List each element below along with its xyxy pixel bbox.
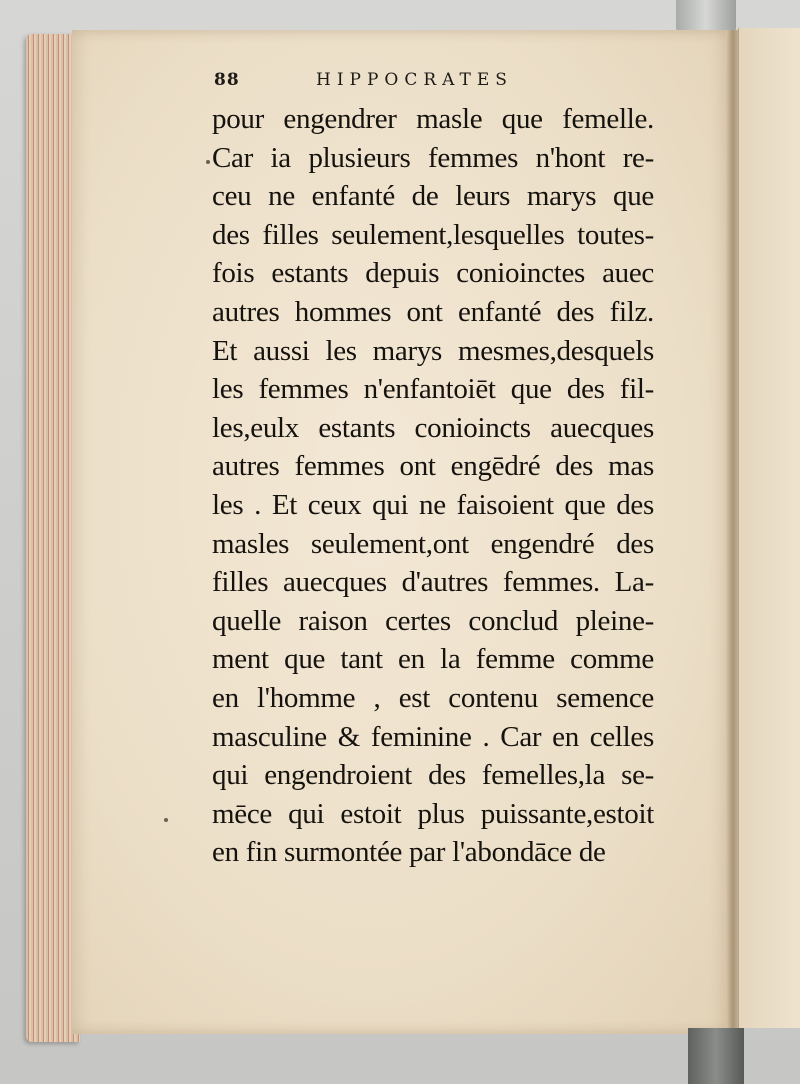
text-line: quelle raison certes conclud pleine- xyxy=(212,604,654,637)
text-line: les femmes n'enfantoiēt que des fil- xyxy=(212,373,654,406)
text-line: filles auecques d'autres femmes. La- xyxy=(212,566,654,599)
text-line: ment que tant en la femme comme xyxy=(212,643,654,676)
text-line: pour engendrer masle que femelle. xyxy=(212,103,654,135)
running-title: HIPPOCRATES xyxy=(316,70,513,90)
text-line: autres hommes ont enfanté des filz. xyxy=(212,295,654,328)
page-number: 88 xyxy=(214,70,240,90)
body-text xyxy=(212,100,654,872)
clip-bottom xyxy=(688,1028,744,1084)
text-line: en fin surmontée par l'abondāce de xyxy=(212,836,606,869)
text-line: autres femmes ont engēdré des mas xyxy=(212,450,654,483)
text-line: les . Et ceux qui ne faisoient que des xyxy=(212,488,654,521)
text-line: qui engendroient des femelles,la se- xyxy=(212,759,654,792)
text-line: des filles seulement,lesquelles toutes- xyxy=(212,218,654,251)
text-line: les,eulx estants conioincts auecques xyxy=(212,411,654,444)
text-line: mēce qui estoit plus puissante,estoit xyxy=(212,797,654,830)
clip-top xyxy=(676,0,736,32)
facing-page-edge xyxy=(738,28,800,1028)
text-line: masculine & feminine . Car en celles xyxy=(212,720,654,753)
page-header xyxy=(212,66,652,96)
text-line: en l'homme , est contenu semence xyxy=(212,681,654,714)
ink-speck xyxy=(164,818,168,822)
text-line: Et aussi les marys mesmes,desquels xyxy=(212,334,654,367)
text-line: Car ia plusieurs femmes n'hont re- xyxy=(212,141,654,174)
ink-speck xyxy=(206,160,210,164)
text-line: ceu ne enfanté de leurs marys que xyxy=(212,180,654,213)
text-line: masles seulement,ont engendré des xyxy=(212,527,654,560)
text-line: fois estants depuis conioinctes auec xyxy=(212,257,654,290)
